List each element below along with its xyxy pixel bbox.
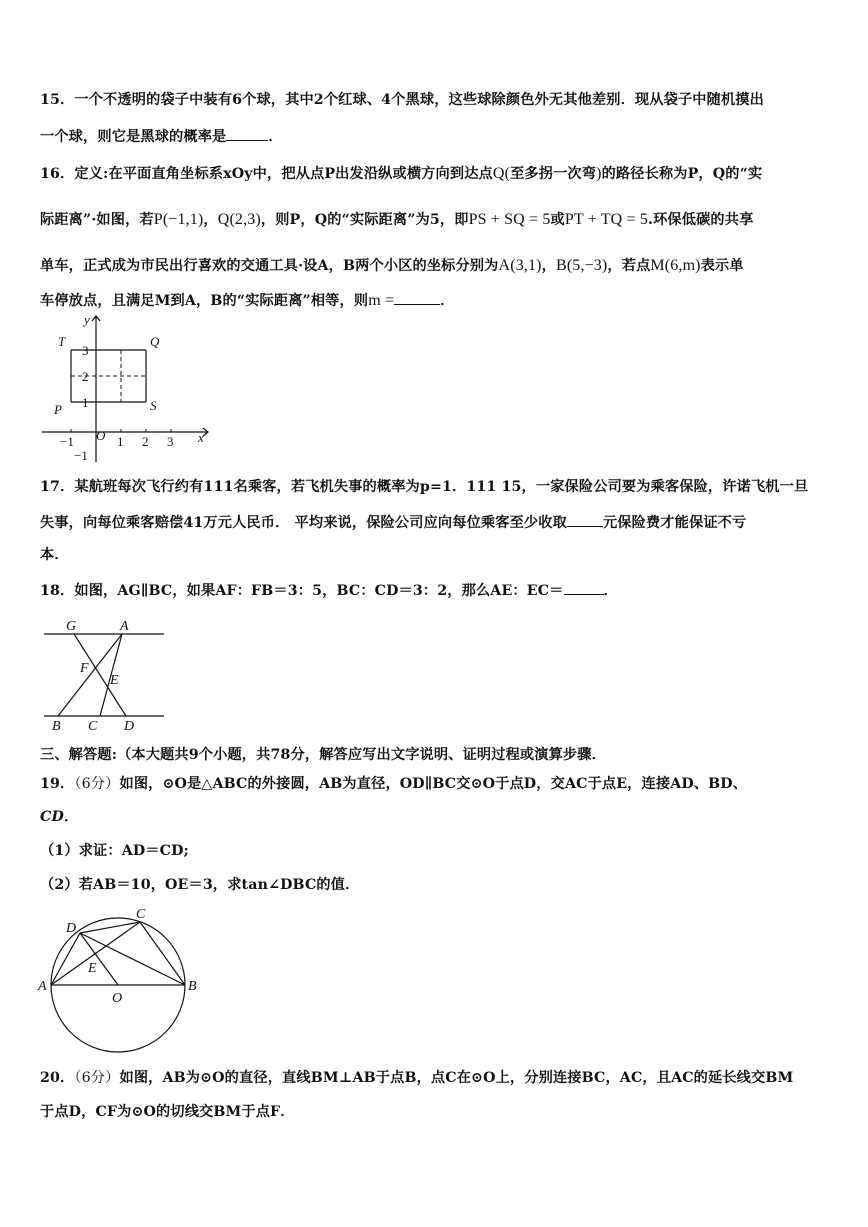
label-o: O <box>112 991 123 1006</box>
q20-line-2: 于点D，CF为⊙O的切线交BM于点F． <box>40 1104 295 1120</box>
label-d: D <box>124 719 135 732</box>
answer-blank-16[interactable] <box>394 290 440 305</box>
tick-y-neg1: −1 <box>74 448 88 463</box>
q20-line-1: 20．（6分）如图，AB为⊙O的直径，直线BM⊥AB于点B，点C在⊙O上，分别连接BC，AC，且AC的延长线交BM <box>40 1070 794 1086</box>
point-q-label: Q <box>150 334 160 349</box>
section-heading: 三、解答题:（本大题共9个小题，共78分，解答应写出文字说明、证明过程或演算步骤． <box>40 747 606 763</box>
answer-blank-15[interactable] <box>226 126 268 141</box>
q16-line-3: 单车，正式成为市民出行喜欢的交通工具·设A，B两个小区的坐标分别为A(3,1)，B(5,−3)，若点M(6,m)表示单 <box>40 257 744 274</box>
tick-x-3: 3 <box>167 434 174 449</box>
label-c: C <box>88 719 98 732</box>
figure-coordinate-grid <box>40 310 230 470</box>
answer-blank-18[interactable] <box>564 580 604 595</box>
label-b: B <box>52 719 61 732</box>
label-b: B <box>188 979 197 994</box>
label-g: G <box>66 619 77 634</box>
figure-circle <box>36 904 206 1054</box>
q16-line-1: 16．定义:在平面直角坐标系xOy中，把从点P出发沿纵或横方向到达点Q(至多拐一次弯)的路径长称为P，Q的“实 <box>40 165 763 182</box>
label-e: E <box>88 961 97 976</box>
q16-line-4: 车停放点，且满足M到A，B的“实际距离”相等，则m = ． <box>40 292 455 309</box>
q17-line-1: 17．某航班每次飞行约有111名乘客，若飞机失事的概率为p=1．111 15，一家保险公司要为乘客保险，许诺飞机一旦 <box>40 479 809 495</box>
q19-line-1: 19．（6分）如图，⊙O是△ABC的外接圆，AB为直径，OD∥BC交⊙O于点D，交AC于点E，连接AD、BD、 <box>40 776 748 792</box>
tick-x-2: 2 <box>142 434 149 449</box>
q15-line-2: 一个球，则它是黑球的概率是 ． <box>40 126 828 147</box>
q17-line-2: 失事，向每位乘客赔偿41万元人民币． 平均来说，保险公司应向每位乘客至少收取 元保险费才能保证不亏 <box>40 512 828 533</box>
point-t-label: T <box>58 334 66 349</box>
label-a: A <box>38 979 47 994</box>
q18-line-1: 18．如图，AG∥BC，如果AF：FB＝3：5，BC：CD＝3：2，那么AE：EC＝ ． <box>40 580 828 601</box>
q17-line-3: 本． <box>40 547 69 563</box>
tick-y-3: 3 <box>82 343 89 358</box>
label-e: E <box>110 673 119 688</box>
tick-x-neg1: −1 <box>60 434 74 449</box>
tick-x-1: 1 <box>117 434 124 449</box>
x-axis-label: x <box>198 430 204 445</box>
label-c: C <box>136 907 146 922</box>
point-s-label: S <box>150 398 157 413</box>
figure-parallel-lines <box>40 614 170 732</box>
q15-line-1: 15．一个不透明的袋子中装有6个球，其中2个红球、4个黑球，这些球除颜色外无其他差别．现从袋子中随机摸出 <box>40 92 764 108</box>
answer-blank-17[interactable] <box>567 512 603 527</box>
tick-y-1: 1 <box>82 395 89 410</box>
q19-part-1: （1）求证：AD＝CD; <box>40 843 189 859</box>
q19-line-2: CD． <box>40 809 79 825</box>
label-a: A <box>120 619 129 634</box>
q16-line-2: 际距离”·如图，若P(−1,1)，Q(2,3)，则P，Q的“实际距离”为5，即PS + SQ = 5或PT + TQ = 5.环保低碳的共享 <box>40 211 754 228</box>
origin-label: O <box>96 428 106 443</box>
y-axis-label: y <box>84 312 90 327</box>
tick-y-2: 2 <box>82 369 89 384</box>
point-p-label: P <box>54 402 62 417</box>
label-d: D <box>66 921 77 936</box>
label-f: F <box>80 661 89 676</box>
q19-part-2: （2）若AB＝10，OE＝3，求tan∠DBC的值． <box>40 877 360 893</box>
